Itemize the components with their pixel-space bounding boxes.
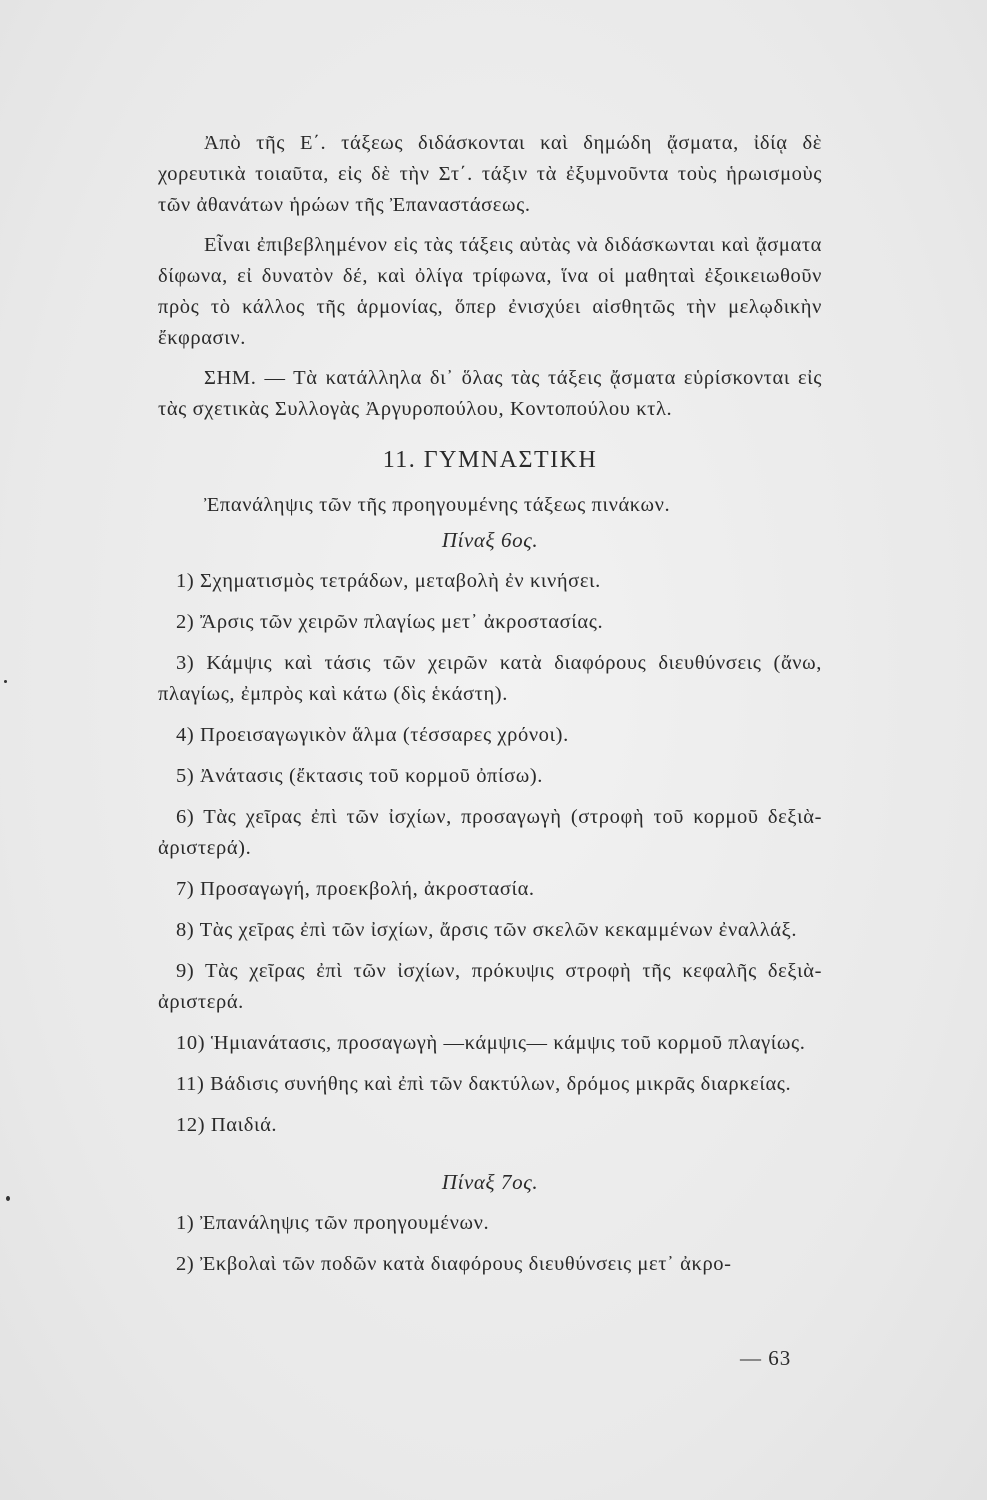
page-text bbox=[158, 128, 822, 1280]
note-paragraph: ΣΗΜ. — Τὰ κατάλληλα δι᾽ ὅλας τὰς τάξεις ᾄσματα εὑρίσκονται εἰς τὰς σχετικὰς Συλλογὰς Ἀργυροπούλου, Κοντοπούλου κτλ. bbox=[158, 367, 822, 420]
list-item: 1) Σχηματισμὸς τετράδων, μεταβολὴ ἐν κινήσει. bbox=[176, 570, 601, 592]
list-item: 10) Ἡμιανάτασις, προσαγωγὴ —κάμψις— κάμψις τοῦ κορμοῦ πλαγίως. bbox=[176, 1032, 806, 1054]
list-item: 2) Ἄρσις τῶν χειρῶν πλαγίως μετ᾽ ἀκροστασίας. bbox=[176, 611, 604, 633]
table-7-list bbox=[158, 1208, 822, 1280]
list-item: 1) Ἐπανάληψις τῶν προηγουμένων. bbox=[176, 1212, 490, 1234]
section-heading: 11. ΓΥΜΝΑΣΤΙΚΗ bbox=[382, 447, 598, 473]
list-item: 7) Προσαγωγή, προεκβολή, ἀκροστασία. bbox=[176, 878, 535, 900]
scan-speck bbox=[6, 1196, 10, 1201]
intro-paragraph-1: Ἀπὸ τῆς Ε΄. τάξεως διδάσκονται καὶ δημώδη ᾄσματα, ἰδίᾳ δὲ χορευτικὰ τοιαῦτα, εἰς δὲ τὴν Στ΄. τάξιν τὰ ἐξυμνοῦντα τοὺς ἡρωισμοὺς τῶν ἀθανάτων ἡρώων τῆς Ἐπαναστάσεως. bbox=[158, 132, 822, 216]
section-intro-line: Ἐπανάληψις τῶν τῆς προηγουμένης τάξεως πινάκων. bbox=[204, 494, 671, 516]
list-item: 5) Ἀνάτασις (ἔκτασις τοῦ κορμοῦ ὀπίσω). bbox=[176, 765, 544, 787]
table-7-title: Πίναξ 7ος. bbox=[441, 1170, 539, 1194]
list-item: 2) Ἐκβολαὶ τῶν ποδῶν κατὰ διαφόρους διευθύνσεις μετ᾽ ἀκρο- bbox=[176, 1253, 732, 1275]
list-item: 8) Τὰς χεῖρας ἐπὶ τῶν ἰσχίων, ἄρσις τῶν σκελῶν κεκαμμένων ἐναλλάξ. bbox=[176, 919, 798, 941]
page-number: — 63 bbox=[740, 1346, 792, 1370]
list-item: 9) Τὰς χεῖρας ἐπὶ τῶν ἰσχίων, πρόκυψις στροφὴ τῆς κεφαλῆς δεξιὰ-ἀριστερά. bbox=[158, 960, 822, 1013]
table-6-list bbox=[158, 566, 822, 1141]
intro-paragraph-2: Εἶναι ἐπιβεβλημένον εἰς τὰς τάξεις αὐτὰς νὰ διδάσκωνται καὶ ᾄσματα δίφωνα, εἰ δυνατὸν δέ, καὶ ὀλίγα τρίφωνα, ἵνα οἱ μαθηταὶ ἐξοικειωθοῦν πρὸς τὸ κάλλος τῆς ἁρμονίας, ὅπερ ἐνισχύει αἰσθητῶς τὴν μελῳδικὴν ἔκφρασιν. bbox=[158, 234, 822, 349]
list-item: 4) Προεισαγωγικὸν ἅλμα (τέσσαρες χρόνοι). bbox=[176, 724, 569, 746]
list-item: 3) Κάμψις καὶ τάσις τῶν χειρῶν κατὰ διαφόρους διευθύνσεις (ἄνω, πλαγίως, ἐμπρὸς καὶ κάτω (δὶς ἑκάστη). bbox=[158, 652, 822, 705]
table-6-title: Πίναξ 6ος. bbox=[441, 528, 539, 552]
list-item: 11) Βάδισις συνήθης καὶ ἐπὶ τῶν δακτύλων, δρόμος μικρᾶς διαρκείας. bbox=[176, 1073, 792, 1095]
list-item: 6) Τὰς χεῖρας ἐπὶ τῶν ἰσχίων, προσαγωγὴ (στροφὴ τοῦ κορμοῦ δεξιὰ-ἀριστερά). bbox=[158, 806, 822, 859]
list-item: 12) Παιδιά. bbox=[176, 1114, 278, 1136]
scan-speck bbox=[4, 680, 7, 683]
